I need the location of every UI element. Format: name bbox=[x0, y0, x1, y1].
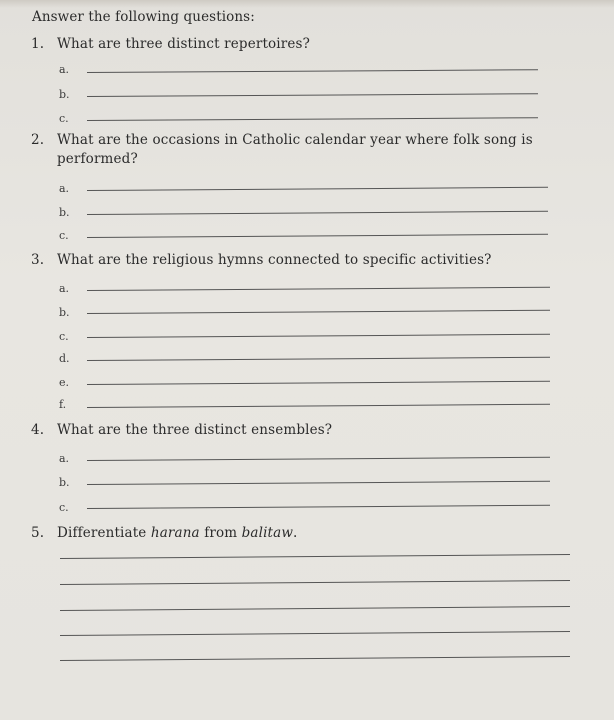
q3-label-a: a. bbox=[59, 282, 70, 295]
question-5-text-after: . bbox=[293, 525, 298, 541]
q3-label-f: f. bbox=[59, 398, 67, 411]
question-2 bbox=[31, 131, 561, 169]
q4-label-a: a. bbox=[59, 452, 70, 465]
question-5-text-before: Differentiate bbox=[57, 525, 151, 541]
q2-answer-line-a[interactable] bbox=[87, 187, 548, 191]
q3-label-e: e. bbox=[59, 376, 70, 389]
q1-label-a: a. bbox=[59, 63, 70, 76]
q5-answer-line-2[interactable] bbox=[60, 580, 570, 585]
q2-answer-line-b[interactable] bbox=[87, 211, 548, 215]
question-2-text-line-1: What are the occasions in Catholic calendar year where folk song is bbox=[57, 132, 533, 148]
q1-label-c: c. bbox=[59, 112, 69, 125]
q3-answer-line-b[interactable] bbox=[87, 310, 550, 314]
q4-answer-line-b[interactable] bbox=[87, 481, 550, 485]
q4-answer-line-c[interactable] bbox=[87, 505, 550, 509]
question-1-text: What are three distinct repertoires? bbox=[57, 36, 310, 52]
question-1-number: 1. bbox=[31, 36, 45, 52]
q4-label-b: b. bbox=[59, 476, 70, 489]
q5-answer-line-5[interactable] bbox=[60, 656, 570, 661]
question-2-number: 2. bbox=[31, 132, 45, 148]
question-5 bbox=[31, 524, 561, 543]
question-4-text: What are the three distinct ensembles? bbox=[57, 422, 333, 438]
q3-label-c: c. bbox=[59, 330, 69, 343]
question-5-term-balitaw: balitaw bbox=[241, 525, 294, 541]
q5-answer-line-4[interactable] bbox=[60, 631, 570, 636]
question-3 bbox=[31, 251, 591, 270]
question-2-text-line-2: performed? bbox=[57, 151, 138, 167]
q3-answer-line-a[interactable] bbox=[87, 287, 550, 291]
q2-answer-line-c[interactable] bbox=[87, 234, 548, 238]
page-top-edge bbox=[0, 0, 614, 8]
q1-answer-line-a[interactable] bbox=[87, 69, 538, 73]
question-3-text: What are the religious hymns connected to specific activities? bbox=[57, 252, 492, 268]
q1-answer-line-b[interactable] bbox=[87, 93, 538, 97]
q3-label-d: d. bbox=[59, 352, 70, 365]
q2-label-a: a. bbox=[59, 182, 70, 195]
question-5-number: 5. bbox=[31, 525, 45, 541]
q1-label-b: b. bbox=[59, 88, 70, 101]
q3-answer-line-f[interactable] bbox=[87, 404, 550, 408]
question-5-term-harana: harana bbox=[150, 525, 200, 541]
question-3-number: 3. bbox=[31, 252, 45, 268]
question-4-number: 4. bbox=[31, 422, 45, 438]
q4-label-c: c. bbox=[59, 501, 69, 514]
q5-answer-line-1[interactable] bbox=[60, 554, 570, 559]
instructions-heading: Answer the following questions: bbox=[32, 9, 255, 25]
q1-answer-line-c[interactable] bbox=[87, 117, 538, 121]
question-1 bbox=[31, 35, 561, 54]
question-5-text-middle: from bbox=[199, 525, 242, 541]
q4-answer-line-a[interactable] bbox=[87, 457, 550, 461]
q2-label-b: b. bbox=[59, 206, 70, 219]
q5-answer-line-3[interactable] bbox=[60, 606, 570, 611]
q3-answer-line-d[interactable] bbox=[87, 357, 550, 361]
q2-label-c: c. bbox=[59, 229, 69, 242]
q3-answer-line-c[interactable] bbox=[87, 334, 550, 338]
question-4 bbox=[31, 421, 561, 440]
q3-label-b: b. bbox=[59, 306, 70, 319]
q3-answer-line-e[interactable] bbox=[87, 381, 550, 385]
